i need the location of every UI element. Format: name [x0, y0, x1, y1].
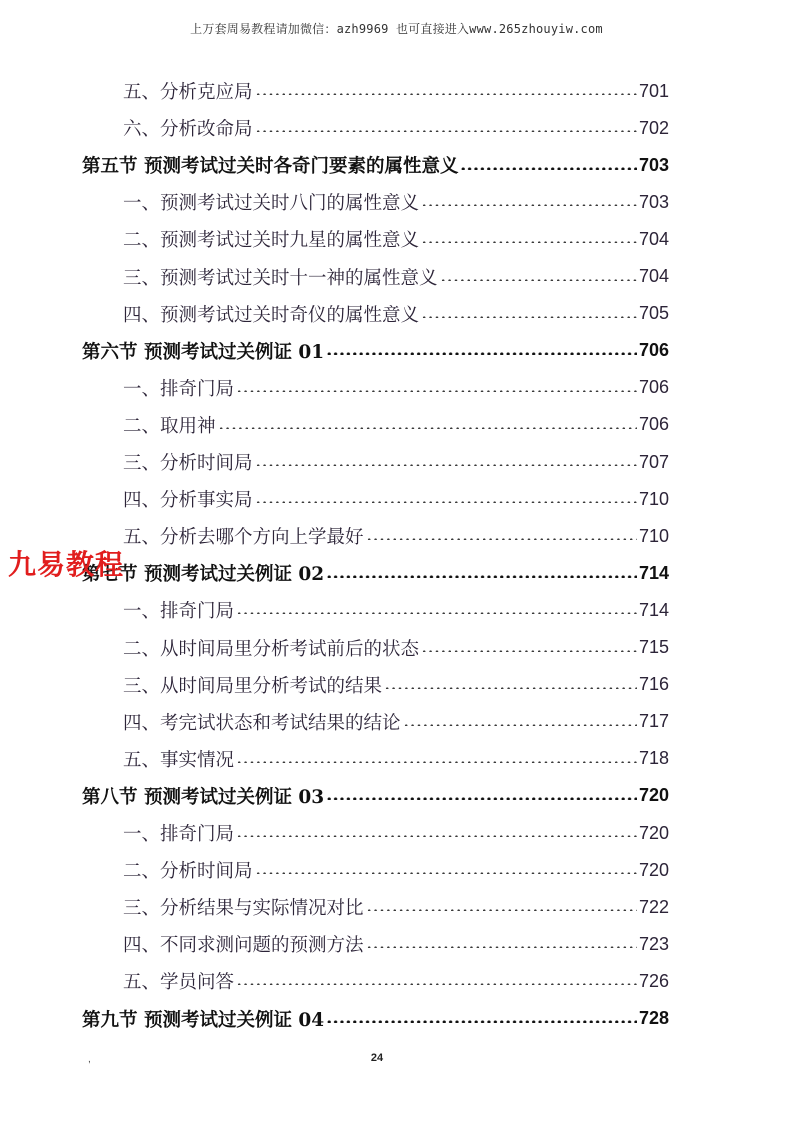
toc-entry-title: 四、考完试状态和考试结果的结论 — [123, 712, 401, 734]
toc-entry-page: 710 — [638, 488, 669, 509]
toc-entry-page: 706 — [638, 414, 669, 435]
toc-entry-page: 720 — [638, 822, 669, 843]
toc-entry-page: 720 — [638, 785, 669, 806]
dot-leader — [421, 650, 637, 652]
toc-entry-title: 二、取用神 — [123, 415, 216, 437]
toc-entry-page: 717 — [638, 711, 669, 732]
toc-item-row — [123, 595, 669, 625]
toc-entry-title: 一、排奇门局 — [123, 378, 235, 400]
toc-entry-title: 第五节 预测考试过关时各奇门要素的属性意义 — [82, 156, 459, 178]
toc-entry-title: 第六节 预测考试过关例证 01 — [82, 341, 325, 363]
toc-entry-title: 第八节 预测考试过关例证 03 — [82, 786, 325, 808]
toc-section-row — [82, 150, 669, 180]
toc-item-row — [123, 187, 669, 217]
dot-leader — [236, 612, 637, 614]
dot-leader — [255, 501, 637, 503]
toc-entry-page: 706 — [638, 340, 669, 361]
dot-leader — [236, 983, 637, 985]
toc-section-row — [82, 558, 669, 588]
toc-item-row — [123, 373, 669, 403]
toc-section-row — [82, 1004, 669, 1034]
toc-item-row — [123, 966, 669, 996]
toc-entry-page: 726 — [638, 970, 669, 991]
page-banner: 上万套周易教程请加微信：azh9969 也可直接进入www.265zhouyiw.com — [190, 22, 603, 36]
toc-entry-title: 第九节 预测考试过关例证 04 — [82, 1009, 325, 1031]
toc-entry-title: 第七节 预测考试过关例证 02 — [82, 564, 325, 586]
toc-entry-page: 706 — [638, 377, 669, 398]
watermark-logo: 九易教程 — [8, 548, 125, 581]
toc-entry-title: 四、预测考试过关时奇仪的属性意义 — [123, 304, 420, 326]
toc-entry-page: 720 — [638, 859, 669, 880]
dot-leader — [326, 1020, 637, 1023]
toc-item-row — [123, 633, 669, 663]
toc-entry-title: 三、分析结果与实际情况对比 — [123, 898, 364, 920]
toc-entry-page: 702 — [638, 117, 669, 138]
toc-entry-page: 723 — [638, 933, 669, 954]
dot-leader — [366, 538, 637, 540]
dot-leader — [236, 390, 637, 392]
toc-entry-page: 728 — [638, 1008, 669, 1028]
toc-entry-title: 一、排奇门局 — [123, 601, 235, 623]
toc-item-row — [123, 818, 669, 848]
dot-leader — [326, 797, 637, 800]
toc-entry-title: 四、分析事实局 — [123, 490, 253, 512]
toc-item-row — [123, 76, 669, 106]
footer-mark: , — [88, 1054, 91, 1065]
toc-item-row — [123, 855, 669, 885]
dot-leader — [255, 130, 637, 132]
toc-item-row — [123, 892, 669, 922]
toc-item-row — [123, 929, 669, 959]
toc-entry-title: 五、学员问答 — [123, 972, 235, 994]
toc-entry-title: 五、分析去哪个方向上学最好 — [123, 527, 364, 549]
toc-item-row — [123, 299, 669, 329]
dot-leader — [255, 93, 637, 95]
toc-entry-title: 一、预测考试过关时八门的属性意义 — [123, 193, 420, 215]
toc-entry-page: 716 — [638, 674, 669, 695]
toc-item-row — [123, 262, 669, 292]
toc-entry-title: 四、不同求测问题的预测方法 — [123, 935, 364, 957]
toc-entry-page: 710 — [638, 525, 669, 546]
toc-item-row — [123, 670, 669, 700]
dot-leader — [218, 427, 637, 429]
dot-leader — [326, 575, 637, 578]
toc-entry-page: 718 — [638, 748, 669, 769]
toc-entry-page: 701 — [638, 80, 669, 101]
dot-leader — [384, 687, 637, 689]
toc-entry-title: 三、从时间局里分析考试的结果 — [123, 675, 383, 697]
toc-item-row — [123, 113, 669, 143]
toc-section-row — [82, 781, 669, 811]
dot-leader — [326, 352, 637, 355]
page-number: 24 — [370, 1052, 384, 1064]
toc-entry-page: 704 — [638, 266, 669, 286]
dot-leader — [236, 835, 637, 837]
toc-entry-title: 一、排奇门局 — [123, 824, 235, 845]
dot-leader — [236, 761, 637, 763]
dot-leader — [255, 464, 637, 466]
toc-entry-page: 714 — [638, 562, 669, 583]
dot-leader — [403, 724, 637, 726]
toc-item-row — [123, 521, 669, 551]
toc-entry-title: 五、事实情况 — [123, 749, 235, 771]
toc-entry-title: 二、分析时间局 — [123, 861, 253, 883]
toc-entry-page: 704 — [638, 228, 669, 249]
toc-entry-page: 703 — [638, 191, 669, 212]
toc-entry-title: 三、分析时间局 — [123, 453, 253, 474]
dot-leader — [440, 279, 637, 281]
toc-item-row — [123, 447, 669, 477]
toc-entry-title: 二、从时间局里分析考试前后的状态 — [123, 638, 420, 660]
toc-item-row — [123, 410, 669, 440]
toc-entry-page: 703 — [638, 154, 669, 175]
dot-leader — [421, 204, 637, 206]
toc-entry-page: 707 — [638, 451, 669, 472]
dot-leader — [366, 946, 637, 948]
dot-leader — [421, 316, 637, 318]
dot-leader — [366, 909, 637, 911]
toc-item-row — [123, 707, 669, 737]
toc-item-row — [123, 224, 669, 254]
toc-entry-page: 715 — [638, 637, 669, 657]
toc-entry-title: 二、预测考试过关时九星的属性意义 — [123, 230, 420, 252]
toc-item-row — [123, 484, 669, 514]
toc-section-row — [82, 336, 669, 366]
toc-entry-title: 五、分析克应局 — [123, 82, 253, 103]
dot-leader — [460, 167, 637, 170]
toc-item-row — [123, 744, 669, 774]
dot-leader — [421, 241, 637, 243]
toc-entry-page: 714 — [638, 599, 669, 620]
dot-leader — [255, 872, 637, 874]
toc-entry-page: 722 — [638, 896, 669, 917]
toc-entry-page: 705 — [638, 303, 669, 324]
toc-entry-title: 三、预测考试过关时十一神的属性意义 — [123, 267, 438, 289]
toc-entry-title: 六、分析改命局 — [123, 119, 253, 141]
